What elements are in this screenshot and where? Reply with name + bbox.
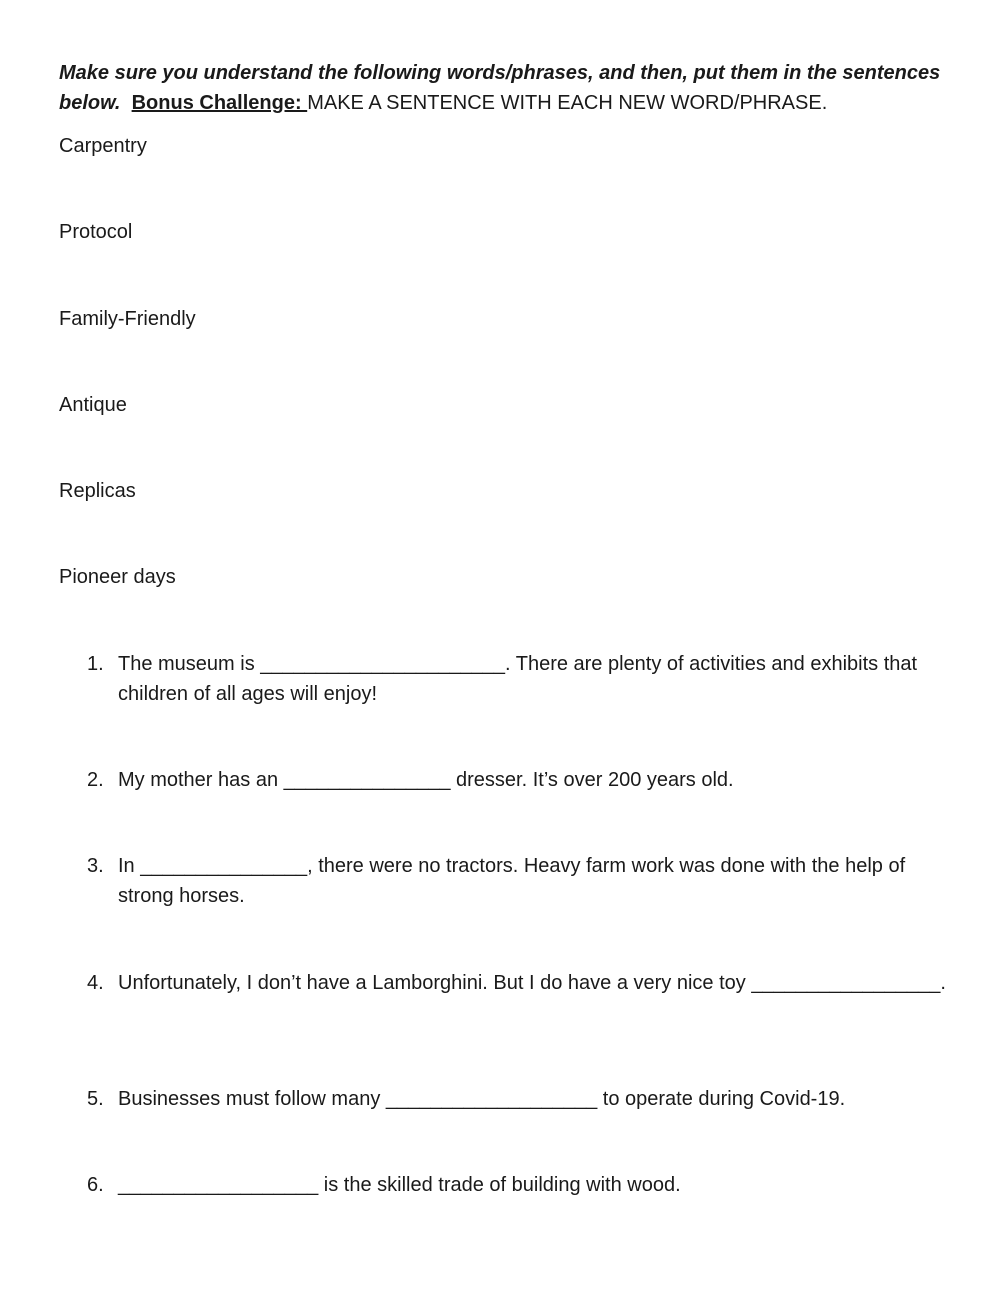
- sentence-number: 4.: [87, 972, 104, 994]
- sentence-number: 6.: [87, 1174, 104, 1196]
- vocab-word-family-friendly: Family-Friendly: [59, 308, 196, 330]
- sentence-number: 2.: [87, 769, 104, 791]
- sentence-text: The museum is ______________________. There are plenty of activities and exhibits that children of all ages will enjoy!: [118, 653, 918, 705]
- sentence-text: In _______________, there were no tractors. Heavy farm work was done with the help of strong horses.: [118, 855, 906, 907]
- bonus-challenge-label: Bonus Challenge:: [131, 92, 308, 114]
- sentence-item-3: [87, 851, 947, 911]
- instructions: [59, 58, 959, 118]
- sentence-number: 3.: [87, 855, 104, 877]
- sentence-item-5: [87, 1084, 947, 1114]
- sentence-number: 1.: [87, 653, 104, 675]
- vocab-word-carpentry: Carpentry: [59, 135, 147, 157]
- sentence-item-4: [87, 968, 947, 998]
- sentence-text: __________________ is the skilled trade of building with wood.: [118, 1174, 681, 1196]
- sentence-text: Unfortunately, I don’t have a Lamborghini. But I do have a very nice toy _________________.: [118, 972, 946, 994]
- vocab-word-antique: Antique: [59, 394, 127, 416]
- sentence-item-1: [87, 649, 947, 709]
- sentence-text: Businesses must follow many ___________________ to operate during Covid-19.: [118, 1088, 846, 1110]
- sentence-number: 5.: [87, 1088, 104, 1110]
- vocab-word-protocol: Protocol: [59, 221, 133, 243]
- sentence-item-2: [87, 765, 947, 795]
- bonus-challenge-text: MAKE A SENTENCE WITH EACH NEW WORD/PHRASE.: [307, 92, 828, 114]
- vocab-word-pioneer-days: Pioneer days: [59, 566, 176, 588]
- instructions-intro: Make sure you understand the following words/phrases, and then, put them in the sentences below.: [59, 62, 941, 114]
- sentence-item-6: [87, 1170, 947, 1200]
- vocab-word-replicas: Replicas: [59, 480, 136, 502]
- sentence-text: My mother has an _______________ dresser. It’s over 200 years old.: [118, 769, 734, 791]
